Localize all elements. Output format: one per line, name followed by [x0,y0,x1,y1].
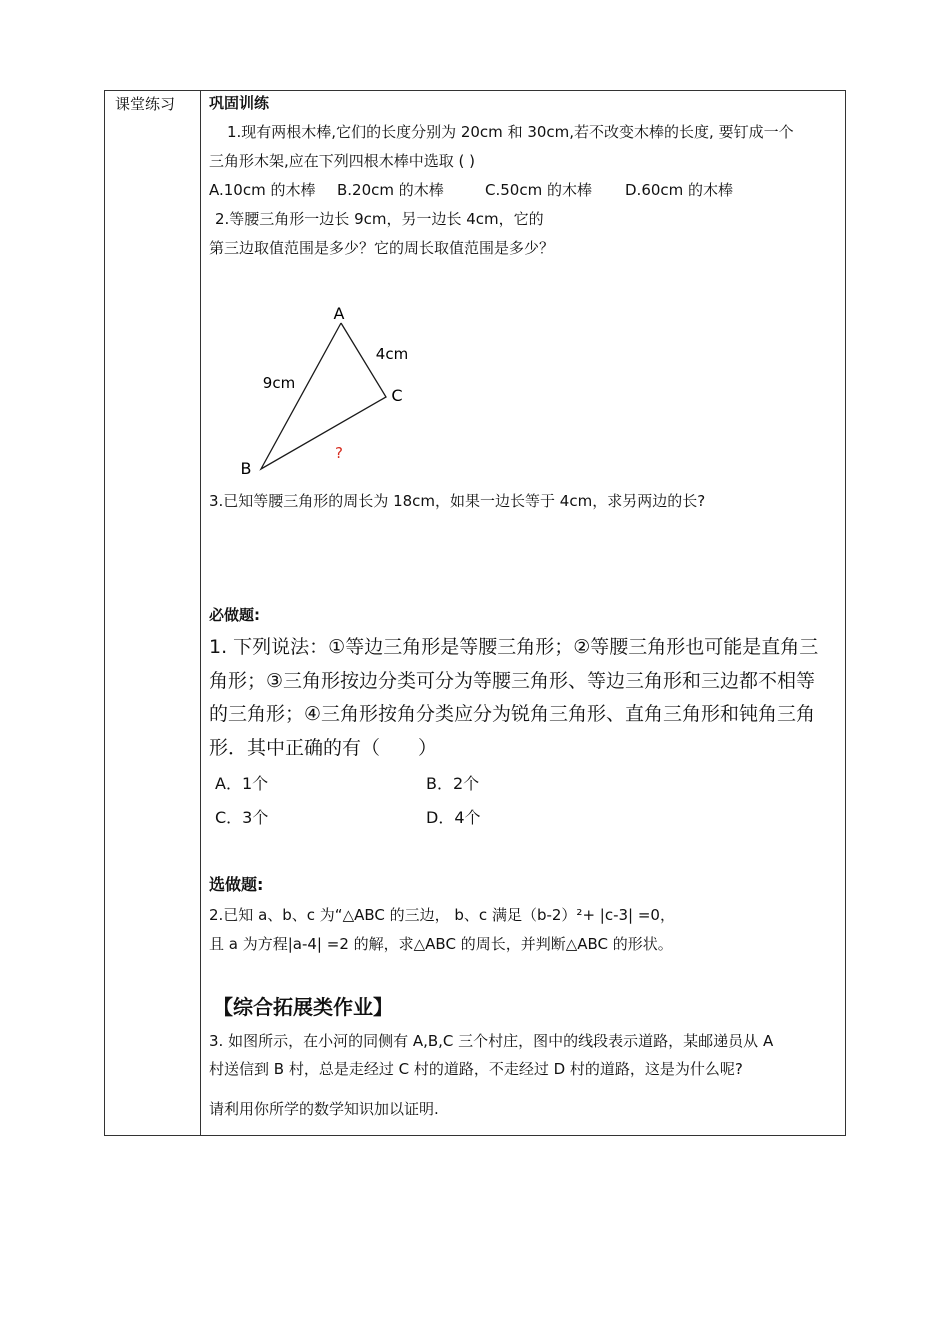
extension-heading: 【综合拓展类作业】 [213,995,393,1019]
extension-line3: 请利用你所学的数学知识加以证明. [209,1100,439,1118]
extension-line1: 3. 如图所示，在小河的同侧有 A,B,C 三个村庄，图中的线段表示道路，某邮递员从 A [209,1032,774,1050]
vertex-b-label: B [240,459,252,477]
exercise-table [104,90,846,1136]
required-option-d: D．4个 [426,808,481,827]
optional-heading: 选做题: [209,875,264,894]
required-option-a: A．1个 [215,774,269,793]
practice-q1-option-d: D.60cm 的木棒 [625,181,734,199]
side-ac-label: 4cm [375,345,409,363]
practice-q1-line2: 三角形木架,应在下列四根木棒中选取 ( ) [209,152,476,170]
practice-heading: 巩固训练 [209,94,270,112]
required-q1-text: 1. 下列说法：①等边三角形是等腰三角形；②等腰三角形也可能是直角三角形；③三角形按边分类可分为等腰三角形、等边三角形和三边都不相等的三角形；④三角形按角分类应分为锐角三角形、直角三角形和钝角三角形．其中正确的有（ ） [209,636,819,759]
vertex-c-label: C [391,386,403,405]
practice-q1-option-a: A.10cm 的木棒 [209,181,316,199]
triangle-figure [229,297,429,477]
required-heading: 必做题: [209,606,260,624]
triangle-outline [261,323,386,469]
practice-q1-option-c: C.50cm 的木棒 [485,181,592,199]
practice-q1-option-b: B.20cm 的木棒 [337,181,444,199]
optional-line2: 且 a 为方程|a-4| =2 的解，求△ABC 的周长，并判断△ABC 的形状。 [209,935,673,953]
required-option-b: B．2个 [426,774,480,793]
practice-q2-line1: 2.等腰三角形一边长 9cm，另一边长 4cm，它的 [215,210,544,228]
column-divider [200,91,201,1135]
practice-q3: 3.已知等腰三角形的周长为 18cm，如果一边长等于 4cm，求另两边的长? [209,492,706,510]
row-label: 课堂练习 [115,95,176,113]
vertex-a-label: A [333,304,345,323]
practice-q1-line1: 1.现有两根木棒,它们的长度分别为 20cm 和 30cm,若不改变木棒的长度, 要钉成一个 [227,123,794,141]
required-option-c: C．3个 [215,808,269,827]
optional-line1: 2.已知 a、b、c 为“△ABC 的三边， b、c 满足（b-2）²+ |c-3| =0， [209,906,675,924]
practice-q2-line2: 第三边取值范围是多少？它的周长取值范围是多少？ [209,239,555,257]
side-bc-unknown-label: ? [335,444,343,462]
side-ab-label: 9cm [262,374,296,392]
extension-line2: 村送信到 B 村，总是走经过 C 村的道路，不走经过 D 村的道路，这是为什么呢? [209,1060,743,1078]
